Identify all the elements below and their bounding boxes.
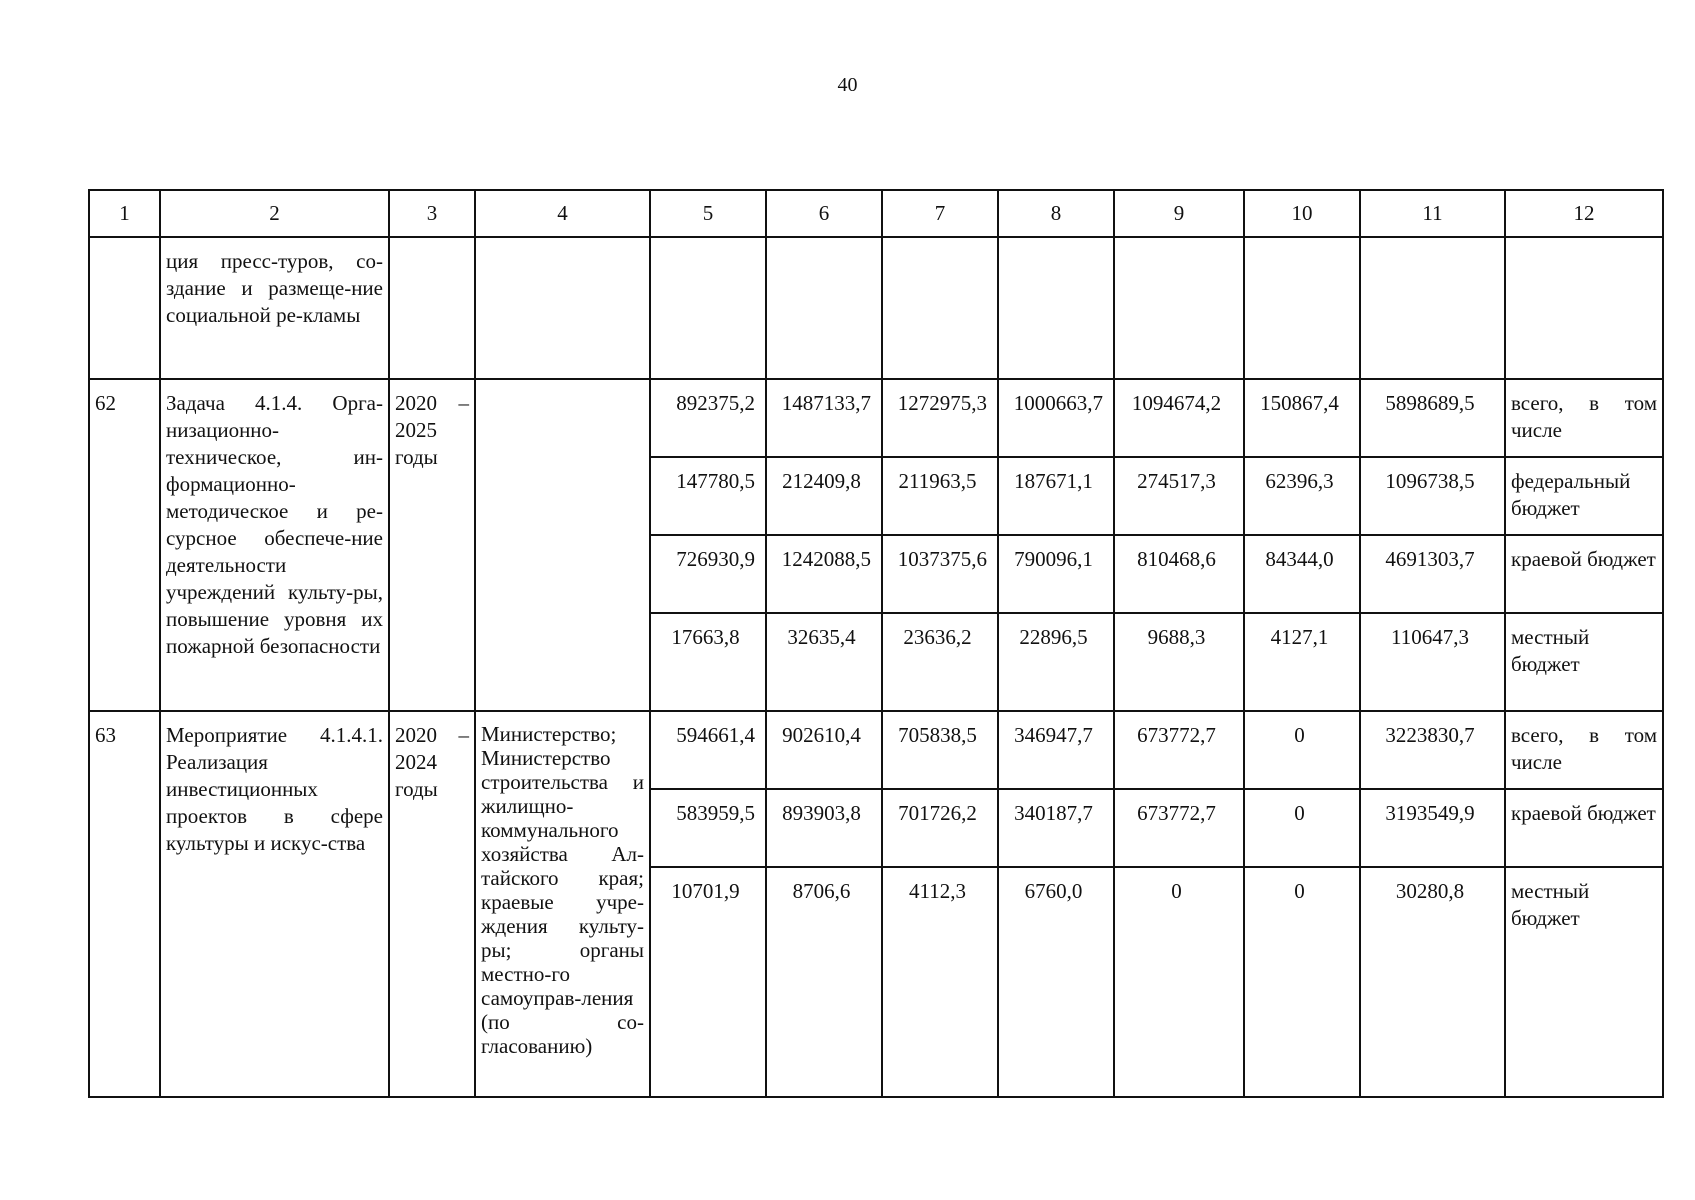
value-cell: 340187,7 [998, 789, 1114, 867]
value-cell [766, 237, 882, 379]
source-cell: местный бюджет [1505, 867, 1663, 1097]
value-cell: 62396,3 [1244, 457, 1360, 535]
value-cell: 30280,8 [1360, 867, 1505, 1097]
page-number: 40 [837, 74, 858, 96]
value-cell: 32635,4 [766, 613, 882, 711]
header-cell: 10 [1244, 190, 1360, 237]
source-cell: краевой бюджет [1505, 535, 1663, 613]
value-cell: 1094674,2 [1114, 379, 1244, 457]
value-cell: 22896,5 [998, 613, 1114, 711]
value-cell: 9688,3 [1114, 613, 1244, 711]
header-cell: 9 [1114, 190, 1244, 237]
value-cell: 0 [1244, 867, 1360, 1097]
value-cell: 810468,6 [1114, 535, 1244, 613]
value-cell: 594661,4 [650, 711, 766, 789]
value-cell: 8706,6 [766, 867, 882, 1097]
value-cell: 3193549,9 [1360, 789, 1505, 867]
header-cell: 1 [89, 190, 160, 237]
value-cell: 1000663,7 [998, 379, 1114, 457]
value-cell: 893903,8 [766, 789, 882, 867]
value-cell: 274517,3 [1114, 457, 1244, 535]
value-cell [1244, 237, 1360, 379]
value-cell: 726930,9 [650, 535, 766, 613]
value-cell: 1487133,7 [766, 379, 882, 457]
value-cell: 1272975,3 [882, 379, 998, 457]
executor-cell [475, 379, 650, 711]
source-cell: всего, в том числе [1505, 711, 1663, 789]
header-row [89, 190, 1663, 237]
value-cell: 110647,3 [1360, 613, 1505, 711]
value-cell: 701726,2 [882, 789, 998, 867]
value-cell: 211963,5 [882, 457, 998, 535]
value-cell: 583959,5 [650, 789, 766, 867]
row-number-cell: 62 [89, 379, 160, 711]
value-cell: 892375,2 [650, 379, 766, 457]
period-cell: 2020 – 2024 годы [389, 711, 475, 1097]
value-cell: 673772,7 [1114, 711, 1244, 789]
value-cell [998, 237, 1114, 379]
value-cell: 212409,8 [766, 457, 882, 535]
value-cell: 0 [1244, 711, 1360, 789]
source-cell: всего, в том числе [1505, 379, 1663, 457]
value-cell: 0 [1114, 867, 1244, 1097]
table-row [89, 711, 1663, 789]
value-cell: 705838,5 [882, 711, 998, 789]
header-cell: 11 [1360, 190, 1505, 237]
value-cell: 4112,3 [882, 867, 998, 1097]
row-number-cell [89, 237, 160, 379]
row-number-cell: 63 [89, 711, 160, 1097]
header-cell: 2 [160, 190, 389, 237]
value-cell: 84344,0 [1244, 535, 1360, 613]
header-cell: 12 [1505, 190, 1663, 237]
executor-cell: Министерство; Министерство строительства и жилищно-коммунального хозяйства Ал-тайского края; краевые учре-ждения культу-ры; органы местно-го самоуправ-ления (по со-гласованию) [475, 711, 650, 1097]
continuation-row [89, 237, 1663, 379]
header-cell: 5 [650, 190, 766, 237]
value-cell [650, 237, 766, 379]
value-cell: 4127,1 [1244, 613, 1360, 711]
value-cell: 187671,1 [998, 457, 1114, 535]
value-cell: 5898689,5 [1360, 379, 1505, 457]
source-cell: местный бюджет [1505, 613, 1663, 711]
source-cell: федеральный бюджет [1505, 457, 1663, 535]
source-cell [1505, 237, 1663, 379]
value-cell: 150867,4 [1244, 379, 1360, 457]
header-cell: 6 [766, 190, 882, 237]
value-cell: 673772,7 [1114, 789, 1244, 867]
value-cell [1360, 237, 1505, 379]
value-cell: 10701,9 [650, 867, 766, 1097]
value-cell: 147780,5 [650, 457, 766, 535]
value-cell: 17663,8 [650, 613, 766, 711]
header-cell: 3 [389, 190, 475, 237]
executor-cell [475, 237, 650, 379]
value-cell: 3223830,7 [1360, 711, 1505, 789]
value-cell: 346947,7 [998, 711, 1114, 789]
value-cell [882, 237, 998, 379]
value-cell: 1096738,5 [1360, 457, 1505, 535]
description-cell: ция пресс-туров, со-здание и размеще-ние социальной ре-кламы [160, 237, 389, 379]
value-cell: 1242088,5 [766, 535, 882, 613]
description-cell: Задача 4.1.4. Орга-низационно-техническое, ин-формационно-методическое и ре-сурсное обеспече-ние деятельности учреждений культу-ры, повышение уровня их пожарной безопасности [160, 379, 389, 711]
value-cell: 4691303,7 [1360, 535, 1505, 613]
header-cell: 8 [998, 190, 1114, 237]
value-cell: 902610,4 [766, 711, 882, 789]
value-cell [1114, 237, 1244, 379]
period-cell [389, 237, 475, 379]
period-cell: 2020 – 2025 годы [389, 379, 475, 711]
header-cell: 4 [475, 190, 650, 237]
budget-table [88, 189, 1664, 1098]
value-cell: 1037375,6 [882, 535, 998, 613]
value-cell: 0 [1244, 789, 1360, 867]
description-cell: Мероприятие 4.1.4.1. Реализация инвестиционных проектов в сфере культуры и искус-ства [160, 711, 389, 1097]
value-cell: 6760,0 [998, 867, 1114, 1097]
source-cell: краевой бюджет [1505, 789, 1663, 867]
value-cell: 790096,1 [998, 535, 1114, 613]
header-cell: 7 [882, 190, 998, 237]
table-row [89, 379, 1663, 457]
value-cell: 23636,2 [882, 613, 998, 711]
